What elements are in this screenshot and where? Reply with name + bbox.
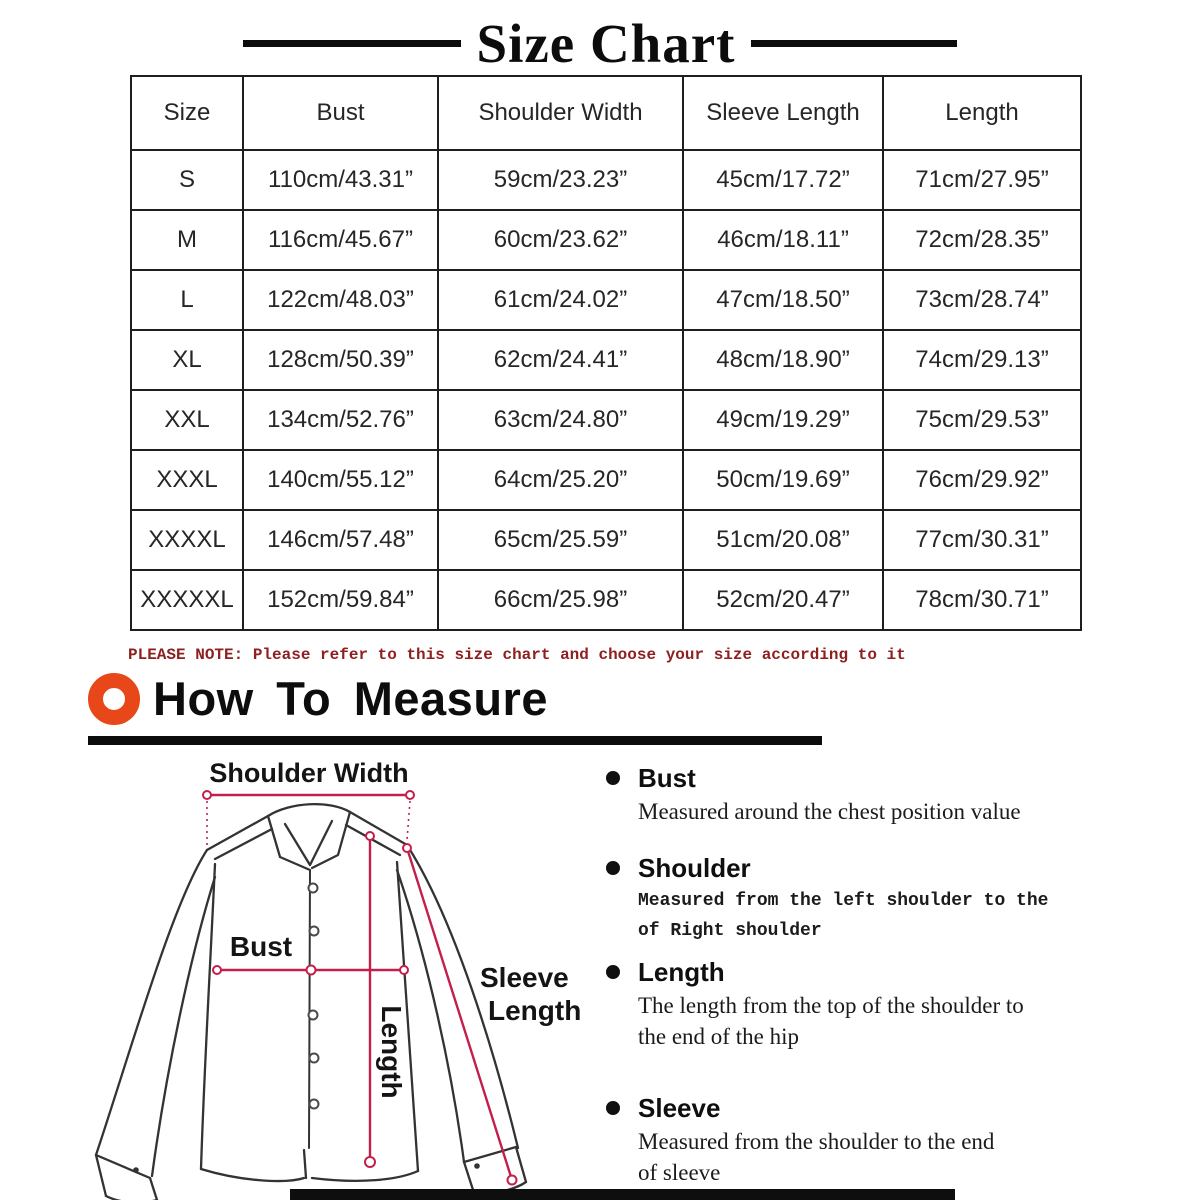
measure-item-label: Sleeve bbox=[638, 1093, 721, 1123]
shirt-outline bbox=[96, 804, 526, 1200]
description-line: Measured from the shoulder to the end bbox=[638, 1129, 995, 1154]
size-cell: XXXL bbox=[131, 450, 243, 510]
measurement-cell: 76cm/29.92” bbox=[883, 450, 1081, 510]
measurement-cell: 110cm/43.31” bbox=[243, 150, 438, 210]
how-to-measure-header bbox=[88, 671, 548, 726]
measurement-cell: 59cm/23.23” bbox=[438, 150, 683, 210]
size-cell: S bbox=[131, 150, 243, 210]
measure-item-shoulder bbox=[606, 853, 1048, 946]
measurement-cell: 77cm/30.31” bbox=[883, 510, 1081, 570]
measurement-cell: 75cm/29.53” bbox=[883, 390, 1081, 450]
description-line: Measured from the left shoulder to the bbox=[638, 891, 1049, 911]
measurement-cell: 62cm/24.41” bbox=[438, 330, 683, 390]
measurement-cell: 47cm/18.50” bbox=[683, 270, 883, 330]
measurement-cell: 51cm/20.08” bbox=[683, 510, 883, 570]
measurement-cell: 50cm/19.69” bbox=[683, 450, 883, 510]
measurement-cell: 122cm/48.03” bbox=[243, 270, 438, 330]
size-cell: M bbox=[131, 210, 243, 270]
column-header: Bust bbox=[243, 76, 438, 150]
measure-item-description bbox=[638, 886, 1048, 946]
description-line: Measured around the chest position value bbox=[638, 799, 1021, 824]
measure-item-description bbox=[638, 796, 1021, 827]
measurement-cell: 52cm/20.47” bbox=[683, 570, 883, 630]
shirt-measurement-diagram bbox=[60, 752, 600, 1200]
column-header: Shoulder Width bbox=[438, 76, 683, 150]
size-cell: XXXXL bbox=[131, 510, 243, 570]
measurement-cell: 128cm/50.39” bbox=[243, 330, 438, 390]
measurement-cell: 64cm/25.20” bbox=[438, 450, 683, 510]
measure-item-label: Shoulder bbox=[638, 853, 751, 883]
size-cell: L bbox=[131, 270, 243, 330]
column-header: Size bbox=[131, 76, 243, 150]
bullet-icon bbox=[606, 861, 620, 875]
size-cell: XXXXXL bbox=[131, 570, 243, 630]
measure-item-length bbox=[606, 957, 1024, 1052]
measurement-cell: 146cm/57.48” bbox=[243, 510, 438, 570]
measurement-cell: 72cm/28.35” bbox=[883, 210, 1081, 270]
measurement-cell: 152cm/59.84” bbox=[243, 570, 438, 630]
bullet-icon bbox=[606, 965, 620, 979]
measure-item-description bbox=[638, 990, 1024, 1052]
measurement-cell: 61cm/24.02” bbox=[438, 270, 683, 330]
page-title: Size Chart bbox=[476, 13, 736, 74]
measurement-cell: 63cm/24.80” bbox=[438, 390, 683, 450]
description-line: of sleeve bbox=[638, 1160, 721, 1185]
measure-item-label: Bust bbox=[638, 763, 696, 793]
description-line: The length from the top of the shoulder to bbox=[638, 993, 1024, 1018]
measurement-lines bbox=[207, 795, 512, 1180]
measurement-cell: 48cm/18.90” bbox=[683, 330, 883, 390]
measurement-cell: 49cm/19.29” bbox=[683, 390, 883, 450]
measurement-cell: 74cm/29.13” bbox=[883, 330, 1081, 390]
measure-item-sleeve bbox=[606, 1093, 994, 1188]
please-note-text: PLEASE NOTE: Please refer to this size chart and choose your size according to it bbox=[128, 646, 906, 664]
measure-item-label: Length bbox=[638, 957, 725, 987]
diagram-label-shoulder-width: Shoulder Width bbox=[209, 758, 409, 788]
column-header: Sleeve Length bbox=[683, 76, 883, 150]
measurement-cell: 65cm/25.59” bbox=[438, 510, 683, 570]
target-ring-icon bbox=[88, 673, 140, 725]
measurement-cell: 78cm/30.71” bbox=[883, 570, 1081, 630]
measure-list bbox=[606, 0, 1180, 1200]
measurement-cell: 71cm/27.95” bbox=[883, 150, 1081, 210]
measurement-endpoints bbox=[203, 791, 517, 1185]
measurement-cell: 134cm/52.76” bbox=[243, 390, 438, 450]
bullet-icon bbox=[606, 1101, 620, 1115]
measurement-cell: 46cm/18.11” bbox=[683, 210, 883, 270]
diagram-label-sleeve-line2: Length bbox=[488, 995, 582, 1026]
bullet-icon bbox=[606, 771, 620, 785]
how-to-measure-title: How To Measure bbox=[153, 672, 548, 725]
description-line: of Right shoulder bbox=[638, 921, 822, 941]
size-cell: XXL bbox=[131, 390, 243, 450]
measurement-cell: 45cm/17.72” bbox=[683, 150, 883, 210]
measurement-cell: 66cm/25.98” bbox=[438, 570, 683, 630]
diagram-label-bust: Bust bbox=[229, 931, 293, 962]
measurement-cell: 73cm/28.74” bbox=[883, 270, 1081, 330]
right-cuff-button bbox=[474, 1163, 480, 1169]
measurement-cell: 140cm/55.12” bbox=[243, 450, 438, 510]
measurement-cell: 60cm/23.62” bbox=[438, 210, 683, 270]
measure-item-description bbox=[638, 1126, 994, 1188]
diagram-label-sleeve-line1: Sleeve bbox=[480, 962, 569, 993]
footer-bar bbox=[290, 1189, 955, 1200]
measurement-cell: 116cm/45.67” bbox=[243, 210, 438, 270]
left-cuff-button bbox=[133, 1167, 139, 1173]
description-line: the end of the hip bbox=[638, 1024, 799, 1049]
size-cell: XL bbox=[131, 330, 243, 390]
measure-item-bust bbox=[606, 763, 1021, 827]
diagram-label-length: Length bbox=[376, 1005, 407, 1099]
column-header: Length bbox=[883, 76, 1081, 150]
title-rule-left bbox=[243, 40, 461, 47]
